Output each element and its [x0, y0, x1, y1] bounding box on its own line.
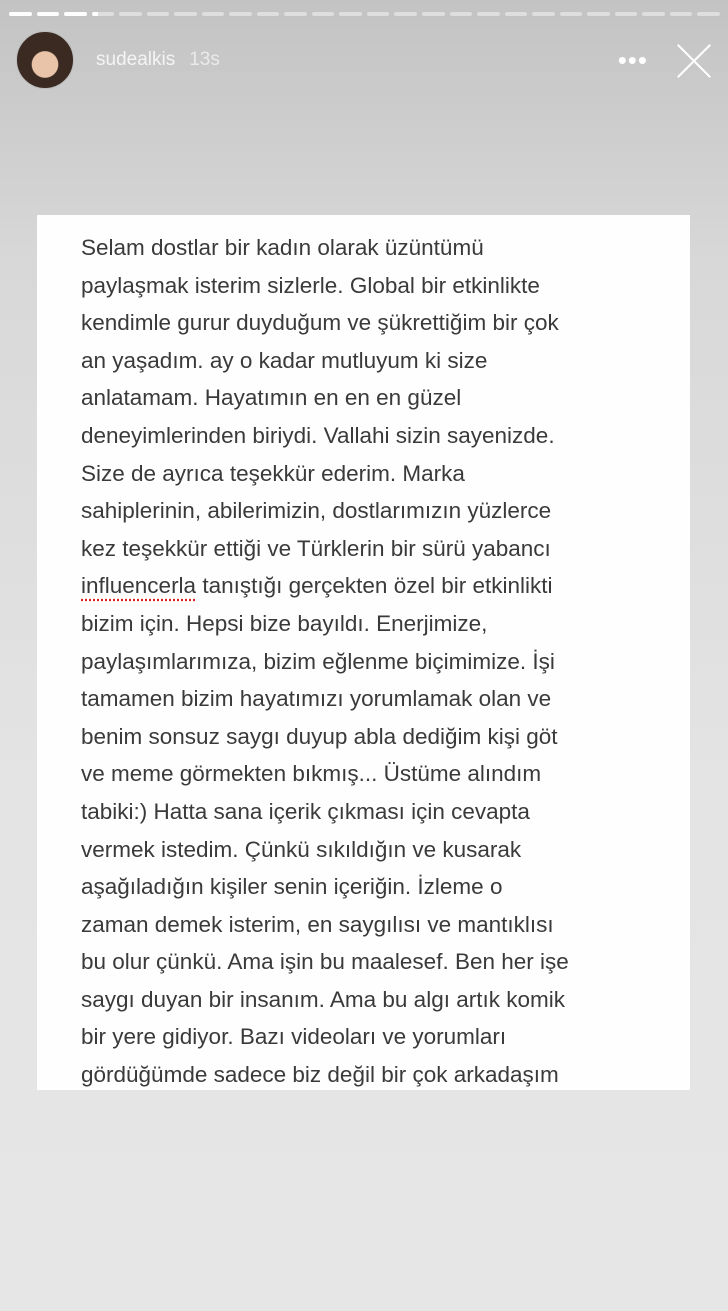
progress-segment: [505, 12, 528, 16]
text-line: paylaşımlarımıza, bizim eğlenme biçimimize. İşi: [81, 648, 555, 674]
text-line: kez teşekkür ettiği ve Türklerin bir sürü yabancı: [81, 535, 551, 561]
story-text-image: [37, 215, 690, 1090]
progress-segment: [119, 12, 142, 16]
post-text: [81, 229, 680, 1094]
text-line: Selam dostlar bir kadın olarak üzüntümü: [81, 235, 484, 260]
progress-segment: [394, 12, 417, 16]
progress-segment: [64, 12, 87, 16]
progress-segment: [257, 12, 280, 16]
progress-segment: [9, 12, 32, 16]
progress-segment: [174, 12, 197, 16]
text-line-rest: tanıştığı gerçekten özel bir etkinlikti: [196, 573, 553, 599]
progress-segment: [284, 12, 307, 16]
text-line: Size de ayrıca teşekkür ederim. Marka: [81, 460, 465, 486]
progress-segment: [147, 12, 170, 16]
story-header: [16, 30, 712, 90]
text-line: anlatamam. Hayatımın en en en güzel: [81, 385, 462, 411]
progress-segment: [92, 12, 115, 16]
close-icon[interactable]: [676, 42, 712, 78]
progress-segment: [202, 12, 225, 16]
progress-segment: [615, 12, 638, 16]
text-line: gördüğümde sadece biz değil bir çok arkadaşım: [81, 1062, 559, 1088]
text-line: zaman demek isterim, en saygılısı ve mantıklısı: [81, 911, 554, 937]
progress-segment: [367, 12, 390, 16]
progress-fill: [9, 12, 32, 16]
progress-segment: [477, 12, 500, 16]
progress-segment: [450, 12, 473, 16]
text-line: aşağıladığın kişiler senin içeriğin. İzleme o: [81, 874, 503, 900]
progress-fill: [37, 12, 60, 16]
text-line: [81, 567, 680, 605]
avatar[interactable]: [16, 31, 74, 89]
progress-segment: [697, 12, 720, 16]
progress-segment: [37, 12, 60, 16]
text-line: benim sonsuz saygı duyup abla dediğim kişi göt: [81, 723, 558, 749]
text-line: ve meme görmekten bıkmış... Üstüme alındım: [81, 761, 542, 787]
text-line: bu olur çünkü. Ama işin bu maalesef. Ben her işe: [81, 949, 569, 975]
text-line: sahiplerinin, abilerimizin, dostlarımızın yüzlerce: [81, 498, 552, 524]
text-line: bizim için. Hepsi bize bayıldı. Enerjimize,: [81, 610, 488, 636]
progress-segment: [339, 12, 362, 16]
progress-fill: [64, 12, 87, 16]
text-line: vermek istedim. Çünkü sıkıldığın ve kusarak: [81, 836, 522, 862]
text-line: tabiki:) Hatta sana içerik çıkması için cevapta: [81, 798, 530, 824]
misspelled-word: influencerla: [81, 573, 197, 599]
more-options-icon[interactable]: •••: [617, 45, 648, 75]
progress-segment: [312, 12, 335, 16]
progress-segment: [229, 12, 252, 16]
progress-segment: [532, 12, 555, 16]
progress-fill: [92, 12, 99, 16]
text-line: paylaşmak isterim sizlerle. Global bir etkinlikte: [81, 272, 540, 298]
text-line: saygı duyan bir insanım. Ama bu algı artık komik: [81, 986, 565, 1012]
timestamp: 13s: [189, 49, 220, 70]
progress-segment: [560, 12, 583, 16]
progress-segment: [587, 12, 610, 16]
progress-segment: [642, 12, 665, 16]
text-line: bir yere gidiyor. Bazı videoları ve yorumları: [81, 1024, 507, 1050]
text-line: an yaşadım. ay o kadar mutluyum ki size: [81, 347, 488, 373]
text-line: tamamen bizim hayatımızı yorumlamak olan ve: [81, 686, 552, 712]
progress-segment: [422, 12, 445, 16]
text-line: deneyimlerinden biriydi. Vallahi sizin sayenizde.: [81, 422, 555, 448]
progress-segment: [670, 12, 693, 16]
username[interactable]: sudealkis: [96, 49, 176, 70]
text-line: kendimle gurur duyduğum ve şükrettiğim bir çok: [81, 310, 559, 336]
story-progress-bar: [9, 12, 720, 17]
